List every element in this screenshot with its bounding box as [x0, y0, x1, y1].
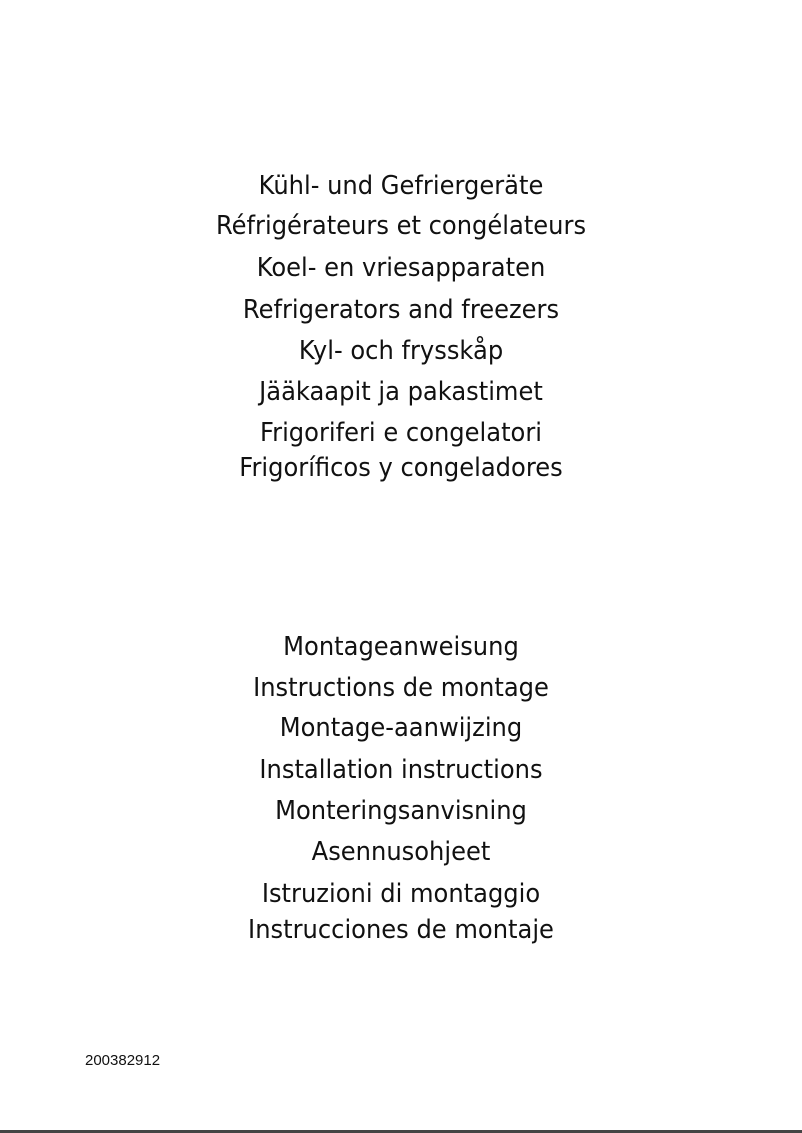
manual-title-fr: Instructions de montage — [253, 673, 549, 703]
document-number: 200382912 — [85, 1052, 161, 1069]
product-title-de: Kühl- und Gefriergeräte — [258, 171, 544, 201]
manual-title-sv: Monteringsanvisning — [275, 796, 527, 826]
product-title-nl: Koel- en vriesapparaten — [256, 253, 546, 283]
manual-title-it: Istruzioni di montaggio — [261, 879, 541, 909]
product-title-en: Refrigerators and freezers — [242, 295, 560, 325]
manual-title-de: Montageanweisung — [283, 632, 519, 662]
product-title-sv: Kyl- och frysskåp — [298, 336, 504, 366]
manual-title-fi: Asennusohjeet — [311, 837, 491, 867]
product-title-it: Frigoriferi e congelatori — [259, 418, 543, 448]
manual-title-en: Installation instructions — [259, 755, 543, 785]
product-title-fi: Jääkaapit ja pakastimet — [259, 377, 543, 407]
manual-title-nl: Montage-aanwijzing — [279, 713, 523, 743]
manual-title-es: Instrucciones de montaje — [248, 915, 554, 945]
product-title-es: Frigoríficos y congeladores — [239, 453, 563, 483]
product-title-fr: Réfrigérateurs et congélateurs — [215, 211, 587, 241]
